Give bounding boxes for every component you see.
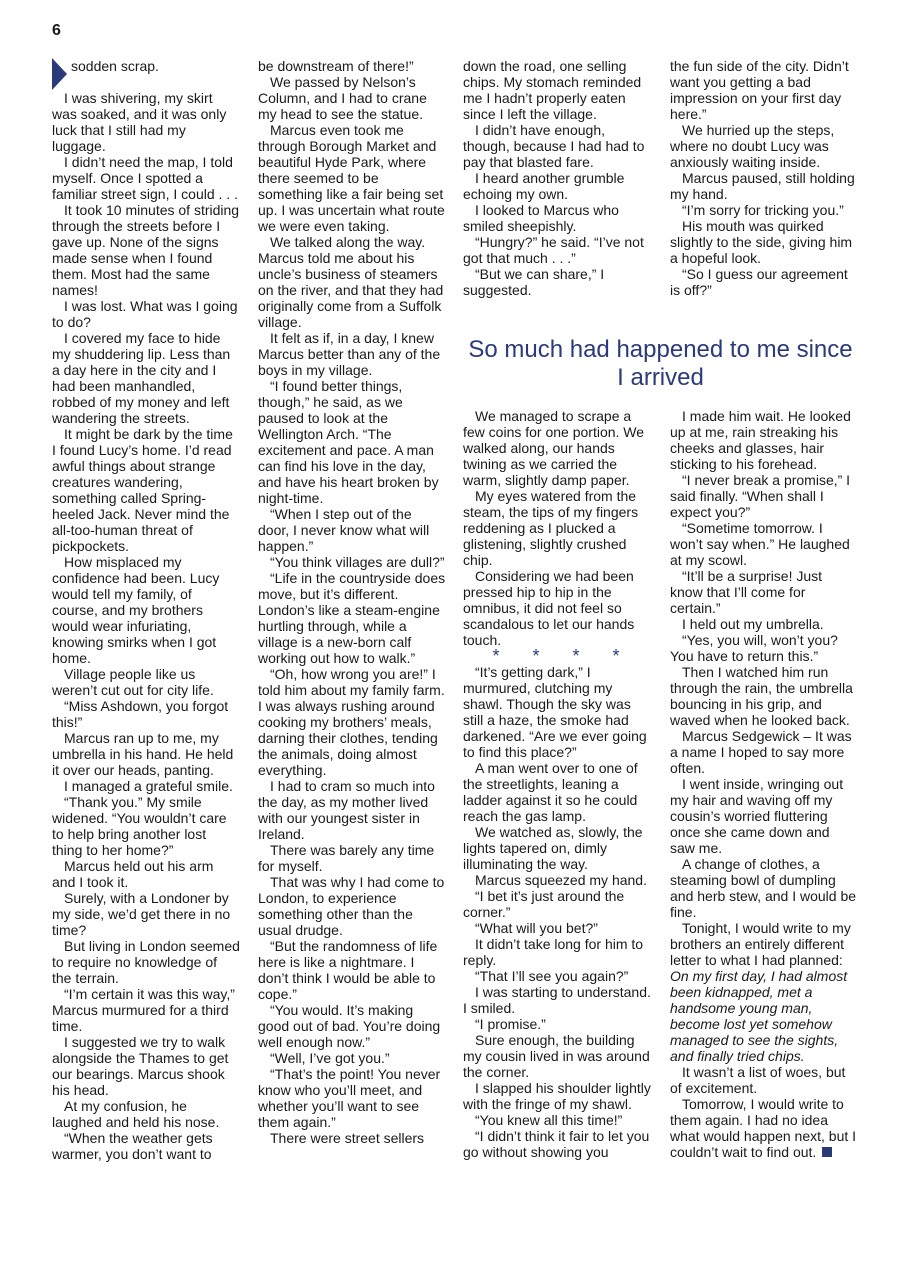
paragraph: Surely, with a Londoner by my side, we’d get there in no time? (52, 890, 231, 938)
paragraph: I covered my face to hide my shuddering lip. Less than a day here in the city and I had been manhandled, robbed of my money and left wandering the streets. (52, 330, 231, 426)
paragraph: We talked along the way. Marcus told me about his uncle’s business of steamers on the river, and that they had originally come from a Suffolk village. (258, 234, 444, 330)
paragraph: “That I’ll see you again?” (475, 968, 629, 984)
paragraph: It felt as if, in a day, I knew Marcus better than any of the boys in my village. (258, 330, 441, 378)
column-3-top (463, 58, 651, 298)
paragraph: “I found better things, though,” he said, as we paused to look at the Wellington Arch. “The excitement and pace. A man can find his love in the day, and have his heart broken by night-time. (258, 378, 439, 506)
paragraph: It took 10 minutes of striding through the streets before I gave up. None of the signs made sense when I found them. Most had the same names! (52, 202, 240, 298)
paragraph: That was why I had come to London, to experience something other than the usual drudge. (258, 874, 445, 938)
paragraph: I was shivering, my skirt was soaked, and it was only luck that I still had my luggage. (52, 90, 227, 154)
paragraph: “I’m certain it was this way,” Marcus murmured for a third time. (52, 986, 235, 1034)
paragraph: But living in London seemed to require no knowledge of the terrain. (52, 938, 240, 986)
paragraph: “I promise.” (475, 1016, 546, 1032)
paragraph: “Hungry?” he said. “I’ve not got that much . . .” (463, 234, 644, 266)
paragraph: sodden scrap. (52, 58, 240, 90)
paragraph: “Sometime tomorrow. I won’t say when.” He laughed at my scowl. (670, 520, 850, 568)
paragraph: Village people like us weren’t cut out for city life. (52, 666, 214, 698)
paragraph: “It’s getting dark,” I murmured, clutching my shawl. Though the sky was still a haze, the smoke had darkened. “Are we ever going to find this place?” (463, 664, 647, 760)
paragraph: I didn’t need the map, I told myself. Once I spotted a familiar street sign, I could . . . (52, 154, 238, 202)
final-text: Tomorrow, I would write to them again. I had no idea what would happen next, but I couldn’t wait to find out. (670, 1096, 857, 1160)
letter-intro: Tonight, I would write to my brothers an entirely different letter to what I had planned: (670, 920, 851, 968)
paragraph (670, 920, 858, 1064)
column-2 (258, 58, 446, 1146)
paragraph: Marcus held out his arm and I took it. (52, 858, 214, 890)
paragraph: “But we can share,” I suggested. (463, 266, 605, 298)
pull-quote: So much had happened to me since I arrived (468, 336, 853, 391)
column-1 (52, 58, 240, 1162)
paragraph: I held out my umbrella. (682, 616, 824, 632)
paragraph: “When the weather gets warmer, you don’t want to (52, 1130, 213, 1162)
paragraph: “I bet it’s just around the corner.” (463, 888, 625, 920)
paragraph: I slapped his shoulder lightly with the fringe of my shawl. (463, 1080, 651, 1112)
paragraph: I went inside, wringing out my hair and waving off my cousin’s worried fluttering once she came down and saw me. (670, 776, 844, 856)
paragraph: “Thank you.” My smile widened. “You wouldn’t care to help bring another lost thing to her home?” (52, 794, 227, 858)
paragraph: It might be dark by the time I found Lucy’s home. I’d read awful things about strange creatures wandering, something called Spring-heeled Jack. Never mind the all-too-human threat of pickpockets. (52, 426, 233, 554)
paragraph: “You would. It’s making good out of bad. You’re doing well enough now.” (258, 1002, 441, 1050)
column-4-bottom (670, 408, 858, 1160)
paragraph: My eyes watered from the steam, the tips of my fingers reddening as I plucked a glistening, slightly crushed chip. (463, 488, 639, 568)
paragraph: Marcus even took me through Borough Market and beautiful Hyde Park, where there seemed to be something like a fair being set up. I was uncertain what route we were even taking. (258, 122, 445, 234)
paragraph: It wasn’t a list of woes, but of excitement. (670, 1064, 846, 1096)
paragraph: I suggested we try to walk alongside the Thames to get our bearings. Marcus shook his head. (52, 1034, 229, 1098)
paragraph: A change of clothes, a steaming bowl of dumpling and herb stew, and I would be fine. (670, 856, 857, 920)
paragraph: “When I step out of the door, I never know what will happen.” (258, 506, 430, 554)
paragraph: “It’ll be a surprise! Just know that I’ll come for certain.” (670, 568, 823, 616)
paragraph: Marcus Sedgewick – It was a name I hoped to say more often. (670, 728, 852, 776)
paragraph: “You knew all this time!” (475, 1112, 623, 1128)
paragraph: “You think villages are dull?” (270, 554, 445, 570)
paragraph: We hurried up the steps, where no doubt Lucy was anxiously waiting inside. (670, 122, 835, 170)
paragraph: Considering we had been pressed hip to hip in the omnibus, it did not feel so scandalous to let our hands touch. (463, 568, 635, 648)
column-3-bottom (463, 408, 651, 1160)
paragraph: It didn’t take long for him to reply. (463, 936, 644, 968)
paragraph: down the road, one selling chips. My stomach reminded me I hadn’t properly eaten since I left the village. (463, 58, 642, 122)
paragraph: be downstream of there!” (258, 58, 414, 74)
paragraph: We passed by Nelson’s Column, and I had to crane my head to see the statue. (258, 74, 427, 122)
paragraph: “That’s the point! You never know who you’ll meet, and whether you’ll want to see them again.” (258, 1066, 441, 1130)
paragraph: I was lost. What was I going to do? (52, 298, 238, 330)
paragraph: We managed to scrape a few coins for one portion. We walked along, our hands twining as we carried the warm, slightly damp paper. (463, 408, 645, 488)
paragraph: “Oh, how wrong you are!” I told him about my family farm. I was always rushing around cooking my brothers’ meals, darning their clothes, tending the animals, doing almost everything. (258, 666, 445, 778)
paragraph: I looked to Marcus who smiled sheepishly. (463, 202, 619, 234)
paragraph: We watched as, slowly, the lights tapered on, dimly illuminating the way. (463, 824, 643, 872)
end-mark-icon (822, 1147, 832, 1157)
paragraph: I heard another grumble echoing my own. (463, 170, 625, 202)
paragraph: I made him wait. He looked up at me, rain streaking his cheeks and glasses, hair sticking to his forehead. (670, 408, 851, 472)
paragraph: “I never break a promise,” I said finally. “When shall I expect you?” (670, 472, 851, 520)
paragraph: “So I guess our agreement is off?” (670, 266, 848, 298)
paragraph: “What will you bet?” (475, 920, 598, 936)
paragraph: Marcus ran up to me, my umbrella in his hand. He held it over our heads, panting. (52, 730, 234, 778)
paragraph: A man went over to one of the streetlights, leaning a ladder against it so he could reach the gas lamp. (463, 760, 638, 824)
paragraph: Marcus paused, still holding my hand. (670, 170, 855, 202)
column-4-top (670, 58, 858, 298)
paragraph: “Miss Ashdown, you forgot this!” (52, 698, 229, 730)
paragraph: “I’m sorry for tricking you.” (682, 202, 844, 218)
paragraph: “Well, I’ve got you.” (270, 1050, 390, 1066)
paragraph: “I didn’t think it fair to let you go without showing you (463, 1128, 650, 1160)
paragraph: I was starting to understand. I smiled. (463, 984, 651, 1016)
page-number: 6 (52, 22, 61, 39)
paragraph: Marcus squeezed my hand. (475, 872, 647, 888)
paragraph (670, 1096, 858, 1160)
paragraph: I had to cram so much into the day, as my mother lived with our youngest sister in Ireland. (258, 778, 435, 842)
paragraph: I managed a grateful smile. (64, 778, 233, 794)
section-separator: * * * * (492, 646, 634, 666)
paragraph: There was barely any time for myself. (258, 842, 435, 874)
letter-excerpt: On my first day, I had almost been kidnapped, met a handsome young man, become lost yet somehow managed to see the sights, and finally tried chips. (670, 968, 848, 1064)
paragraph: I didn’t have enough, though, because I had had to pay that blasted fare. (463, 122, 645, 170)
paragraph: Sure enough, the building my cousin lived in was around the corner. (463, 1032, 650, 1080)
paragraph: “Life in the countryside does move, but it’s different. London’s like a steam-engine hurtling through, while a village is a new-born calf working out how to walk.” (258, 570, 446, 666)
paragraph: At my confusion, he laughed and held his nose. (52, 1098, 220, 1130)
paragraph: “But the randomness of life here is like a nightmare. I don’t think I would be able to cope.” (258, 938, 438, 1002)
paragraph: His mouth was quirked slightly to the side, giving him a hopeful look. (670, 218, 853, 266)
paragraph: How misplaced my confidence had been. Lucy would tell my family, of course, and my brothers would wear infuriating, knowing smirks when I got home. (52, 554, 220, 666)
chevron-right-icon (52, 58, 67, 90)
paragraph: “Yes, you will, won’t you? You have to return this.” (670, 632, 838, 664)
paragraph: Then I watched him run through the rain, the umbrella bouncing in his grip, and waved when he looked back. (670, 664, 853, 728)
paragraph: There were street sellers (270, 1130, 425, 1146)
paragraph: the fun side of the city. Didn’t want you getting a bad impression on your first day here.” (670, 58, 849, 122)
